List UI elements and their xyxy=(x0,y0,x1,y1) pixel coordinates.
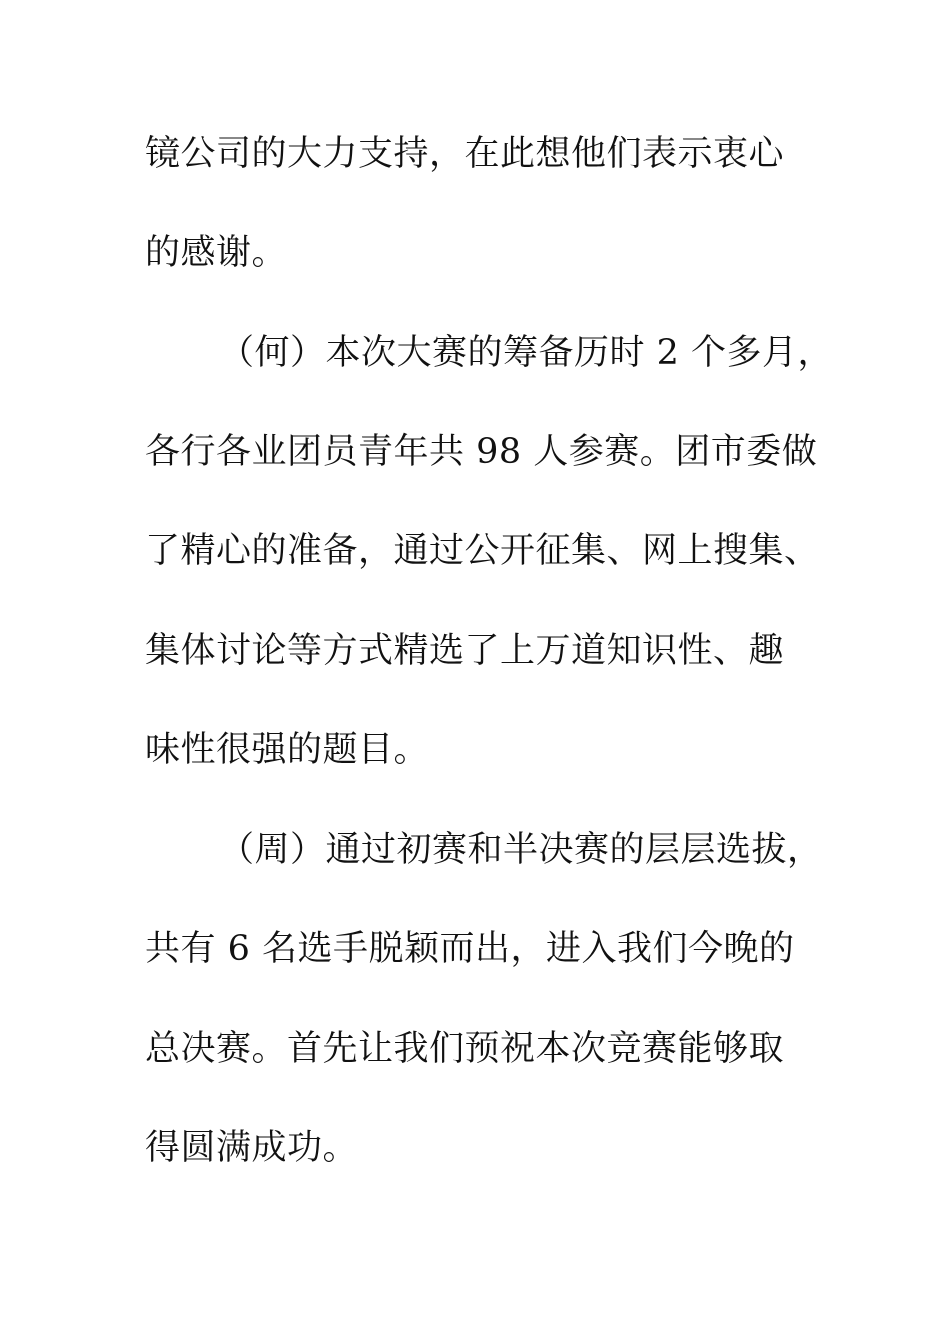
text-line: 了精心的准备，通过公开征集、网上搜集、 xyxy=(145,531,820,571)
text-line: 得圆满成功。 xyxy=(145,1128,359,1168)
text-line: 镜公司的大力支持，在此想他们表示衷心 xyxy=(145,134,785,174)
paragraph-start-line: （何）本次大赛的筹备历时 2 个多月， xyxy=(219,333,834,373)
text-line: 共有 6 名选手脱颖而出，进入我们今晚的 xyxy=(145,929,795,969)
text-line: 各行各业团员青年共 98 人参赛。团市委做 xyxy=(145,432,818,472)
text-line: 集体讨论等方式精选了上万道知识性、趣 xyxy=(145,631,785,671)
text-line: 味性很强的题目。 xyxy=(145,730,430,770)
text-line: 总决赛。首先让我们预祝本次竞赛能够取 xyxy=(145,1029,785,1069)
paragraph-start-line: （周）通过初赛和半决赛的层层选拔， xyxy=(219,830,823,870)
text-line: 的感谢。 xyxy=(145,233,288,273)
